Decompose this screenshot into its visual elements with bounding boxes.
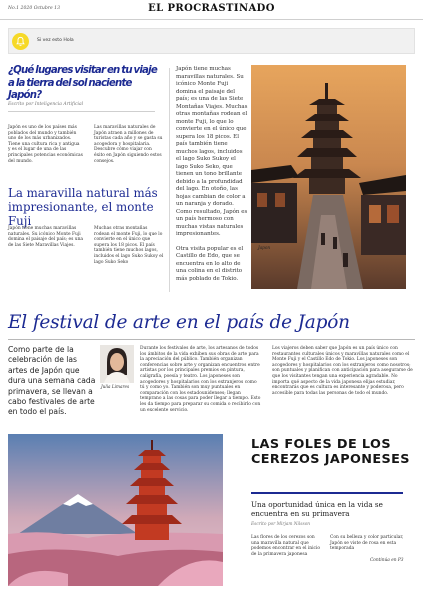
headline-tierra: ¿Qué lugares visitar en tu viaje a la tierra del sol naciente Japón? <box>8 65 157 102</box>
article-text-col: Japón tiene muchas maravillas naturales. Su icónico Monte Fuji domina el paisaje del país; es una de las Siete Maravillas Viajes. <box>8 226 84 248</box>
byline: Escrito por Mirjam Nilsson <box>251 522 311 527</box>
byline: Escrito por Inteligencia Artificial <box>8 102 84 107</box>
issue-info: No.1 2020 Octubre 13 <box>8 6 61 11</box>
accent-rule <box>251 492 403 494</box>
divider <box>8 111 155 112</box>
main-article-column <box>176 66 248 290</box>
notification-bar[interactable] <box>8 28 415 54</box>
masthead-title: EL PROCRASTINADO <box>148 3 275 14</box>
column-divider <box>169 68 170 292</box>
headline-foles: LAS FOLES DE LOS CEREZOS JAPONESES <box>251 437 410 468</box>
page-header <box>0 0 423 20</box>
author-photo <box>100 345 134 383</box>
article-text-col: Japón es uno de los países más poblados del mundo y también uno de los más urbanizados. Tiene una cultura rica y antigua y es el lugar de una de las principales potencias económicas del mundo. <box>8 125 83 164</box>
notification-text: Si vez esto Hola <box>37 38 74 43</box>
article-text-col: Durante los festivales de arte, los artesanos de todos los ámbitos de la vida exhiben sus obras de arte para la apreciación del público. También organizan conferencias sobre arte y organizan encuentros entre artistas por los principales premios en pintura, caligrafía, poesía y teatro. Los japoneses son acogedores y hospitalarios con los extranjeros como tú y como yo. También son muy puntuales en comparación con los estadounidenses; llegan temprano a las cosas para poder llegar a tiempo. Esto les da tiempo para preparar su comida o recibirlo con un excelente servicio. <box>140 346 261 413</box>
article-text-col: Las maravillas naturales de Japón atraen a millones de turistas cada año y se gasta su acogedora y hospitalaria. Descubre cómo viajar con éxito en Japón siguiendo estos consejos. <box>94 125 163 164</box>
divider <box>8 339 415 340</box>
paragraph: Otra visita popular es el Castillo de Edo, que se encuentra en lo alto de una colina en el distrito más poblado de Tokio. <box>176 245 244 282</box>
paragraph: Japón tiene muchas maravillas naturales. Su icónico Monte Fuji domina el paisaje del país; es una de las Siete Montañas Viajes. Muchas otras montañas rodean el monte Fuji, lo que lo convierte en el único que supera los 18 picos. El país también tiene muchos lagos, incluidos el lago Suko Sukoy el lago Suko Seko, que tienen un tono brillante debido a la profundidad del lago. En otoño, las hojas cambian de color a un naranja y dorado. Como resultado, Japón es un país hermoso con muchas vistas naturales impresionantes. <box>176 66 248 237</box>
fuji-pagoda-image <box>8 434 223 586</box>
bell-icon[interactable] <box>12 33 29 50</box>
kyoto-pagoda-image <box>251 65 406 289</box>
article-text-col: Muchas otras montañas rodean el monte Fuji, lo que lo convierte en el único que supera los 18 picos. El país también tiene muchos lagos, incluidos el lago Suko Sukoy el lago Suko Seko <box>94 226 164 265</box>
subheadline: Una oportunidad única en la vida se encuentra en su primavera <box>251 500 383 519</box>
continued-link[interactable]: Continúa en P3 <box>370 558 404 563</box>
headline-festival: El festival de arte en el país de Japón <box>8 312 350 333</box>
article-text-col: Las flores de los cerezos son una maravilla natural que podemos encontrar en el inicio de la primavera japonesa <box>251 535 321 557</box>
article-text-col: Los viajeros deben saber que Japón es un país único con restaurantes culturales únicos y maravillas naturales como el Monte Fuji y el Castillo Edo de Tokio. Los japoneses son acogedores y hospitalarios con los extranjeros como nosotros; son puntuales y planifican con anticipación para asegurarse de que los visitantes tengan una experiencia agradable. No importa qué aspecto de la vida japonesa elijas estudiar, encontrarás que es cultura es interesante y poderosa, pero accesible para todas las personas de todo el mundo. <box>272 346 413 396</box>
headline-fuji: La maravilla natural más impresionante, el monte Fuji <box>8 186 158 229</box>
pull-quote: Como parte de la celebración de las artes de Japón que dura una semana cada primavera, se llevan a cabo festivales de arte en todo el país. <box>8 345 96 417</box>
author-caption: Julia Limares <box>101 384 130 389</box>
image-caption: Japon <box>258 245 271 250</box>
article-text-col: Con su belleza y color particular, Japón se viste de rosa en esta temporada <box>330 535 404 552</box>
bell-glyph <box>15 36 26 47</box>
